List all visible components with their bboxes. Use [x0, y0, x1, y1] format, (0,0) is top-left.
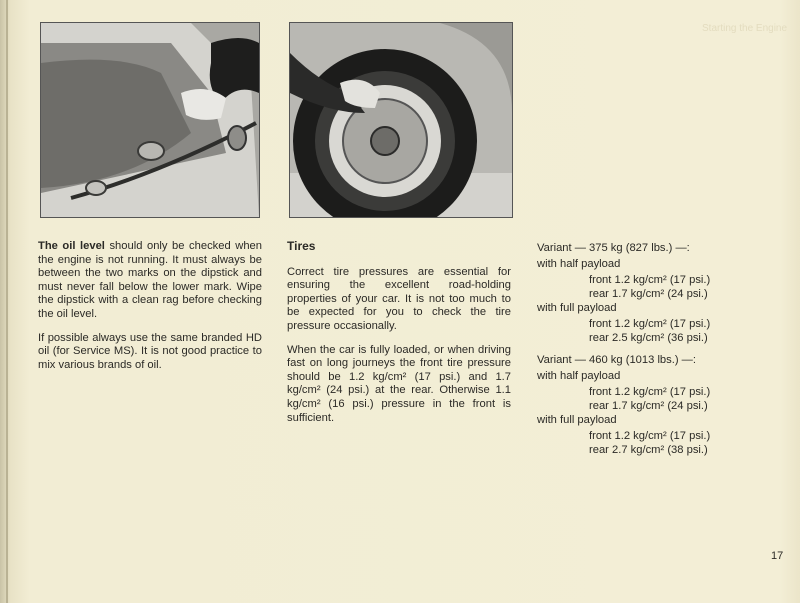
- variant-460-half-label: with half payload: [537, 370, 621, 382]
- variant-pressure-table: [537, 242, 737, 458]
- oil-level-photo: [40, 22, 260, 218]
- faint-header-text: Starting the Engine: [702, 23, 788, 34]
- tires-heading: Tires: [287, 239, 316, 253]
- tires-column: [287, 240, 511, 435]
- variant-375-full-front: front 1.2 kg/cm² (17 psi.): [589, 318, 711, 330]
- tire-pressure-intro: Correct tire pressures are essential for ensuring the excellent road-holding properties of your car. It is not too much to be expected for you to check the tire pressure occasionally.: [287, 265, 511, 332]
- variant-375-half-label: with half payload: [537, 258, 621, 270]
- oil-level-text: should only be checked when the engine is not running. It must always be between the two marks on the dipstick and must never fall below the lower mark. Wipe the dipstick with a clean rag before checking the oil level.: [38, 240, 262, 320]
- variant-460-half-front: front 1.2 kg/cm² (17 psi.): [589, 386, 711, 398]
- tire-pressure-photo: [289, 22, 513, 218]
- page-number: 17: [771, 550, 784, 562]
- variant-375-half-rear: rear 1.7 kg/cm² (24 psi.): [589, 288, 708, 300]
- oil-level-paragraph: [38, 240, 262, 322]
- variant-460-full-rear: rear 2.7 kg/cm² (38 psi.): [589, 444, 708, 456]
- variant-460-full-label: with full payload: [537, 414, 617, 426]
- tire-illustration: [290, 23, 512, 217]
- oil-level-illustration: [41, 23, 259, 217]
- spacer: [537, 346, 737, 354]
- variant-460-title: Variant — 460 kg (1013 lbs.) —:: [537, 354, 696, 366]
- variant-375-title: Variant — 375 kg (827 lbs.) —:: [537, 242, 690, 254]
- variant-460-full-front: front 1.2 kg/cm² (17 psi.): [589, 430, 711, 442]
- oil-level-term: The oil level: [38, 240, 105, 252]
- tire-pressure-loaded: When the car is fully loaded, or when driving fast on long journeys the front tire pressure should be 1.2 kg/cm² (17 psi.) and 1.7 kg/cm² (24 psi.) at the rear. Otherwise 1.1 kg/cm² (16 psi.) pressure in the front is sufficient.: [287, 343, 511, 424]
- variant-375-full-label: with full payload: [537, 302, 617, 314]
- page-crease: [6, 0, 8, 603]
- oil-level-column: [38, 240, 262, 382]
- variant-460-half-rear: rear 1.7 kg/cm² (24 psi.): [589, 400, 708, 412]
- oil-brand-paragraph: If possible always use the same branded HD oil (for Service MS). It is not good practice to mix various brands of oil.: [38, 331, 262, 371]
- variant-375-half-front: front 1.2 kg/cm² (17 psi.): [589, 274, 711, 286]
- variant-375-full-rear: rear 2.5 kg/cm² (36 psi.): [589, 332, 708, 344]
